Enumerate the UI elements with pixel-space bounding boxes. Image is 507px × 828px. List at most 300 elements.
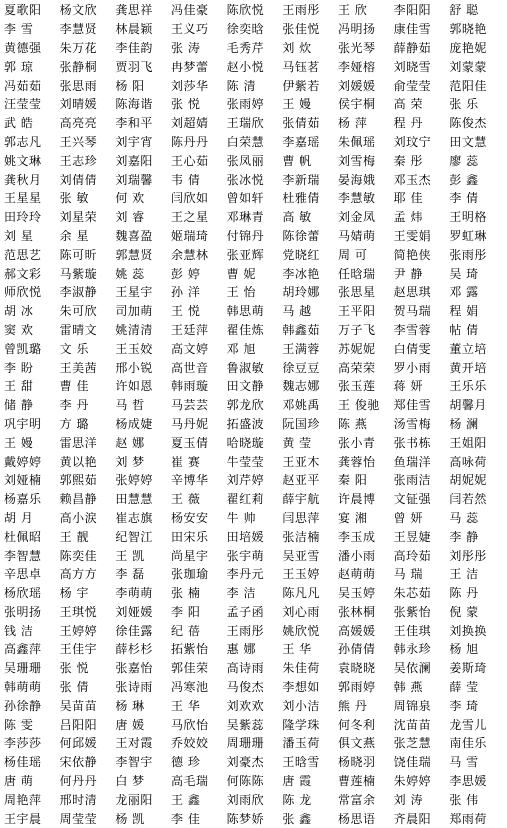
name-cell: 帖 倩 (449, 323, 479, 336)
name-cell: 高 敏 (282, 211, 312, 224)
name-cell: 冯寒池 (171, 681, 209, 694)
name-cell: 王瑞欣 (226, 117, 265, 130)
name-cell: 李丹元 (226, 568, 265, 581)
name-cell: 刘蒙蒙 (449, 60, 487, 73)
name-cell: 张芝慧 (393, 737, 432, 750)
name-cell: 王 嫚 (282, 98, 312, 111)
name-row (4, 339, 505, 358)
name-cell: 刘小洁 (282, 699, 320, 712)
name-cell: 钱 洁 (4, 624, 34, 637)
name-cell: 龙雪儿 (449, 718, 487, 731)
name-cell: 范思艺 (4, 248, 42, 261)
name-cell: 张 敏 (59, 192, 89, 205)
name-cell: 孟 炜 (393, 211, 423, 224)
name-cell: 田宋乐 (171, 530, 209, 543)
name-cell: 夏玉倩 (171, 436, 209, 449)
name-cell: 杜雅倩 (282, 192, 320, 205)
name-cell: 乔姣姣 (171, 737, 209, 750)
name-cell: 隆学珠 (282, 718, 320, 731)
name-cell: 崔 赛 (171, 455, 201, 468)
name-row (4, 151, 505, 170)
name-cell: 王 凯 (115, 549, 145, 562)
name-cell: 何 欢 (115, 192, 145, 205)
name-cell: 陈奕佳 (59, 549, 98, 562)
name-cell: 沈苗苗 (393, 718, 432, 731)
name-cell: 尚星宇 (171, 549, 209, 562)
name-cell: 尹 静 (393, 267, 423, 280)
name-cell: 南佳乐 (449, 737, 487, 750)
name-cell: 曹 帆 (282, 154, 312, 167)
name-cell: 魏志娜 (282, 380, 320, 393)
name-cell: 翟佳炼 (226, 323, 265, 336)
name-cell: 胡玲娜 (282, 286, 320, 299)
name-cell: 潘小雨 (338, 549, 376, 562)
name-cell: 武 皓 (4, 117, 34, 130)
name-cell: 杨嘉乐 (4, 493, 42, 506)
name-cell: 王 甜 (4, 380, 34, 393)
name-cell: 韩萌萌 (4, 681, 42, 694)
name-cell: 唐 霞 (282, 775, 312, 788)
name-cell: 马欣怡 (171, 718, 209, 731)
name-cell: 苏妮妮 (338, 342, 376, 355)
name-cell: 张宇萌 (226, 549, 265, 562)
name-cell: 杨 萍 (338, 117, 368, 130)
name-cell: 李 磊 (115, 568, 145, 581)
name-cell: 陈 清 (226, 79, 256, 92)
name-cell: 郑佳雪 (393, 399, 432, 412)
name-cell: 何丹丹 (59, 775, 98, 788)
name-row (4, 170, 505, 189)
name-cell: 闫若然 (449, 493, 487, 506)
name-cell: 李玉成 (338, 530, 376, 543)
name-cell: 刘欢欢 (226, 699, 265, 712)
name-cell: 张 楠 (171, 587, 201, 600)
name-cell: 汤雪梅 (393, 417, 432, 430)
name-cell: 王美茜 (59, 361, 98, 374)
name-cell: 邓 旭 (226, 342, 256, 355)
name-cell: 朱万花 (59, 41, 98, 54)
name-cell: 姚 蕊 (115, 267, 145, 280)
name-cell: 姜斯琦 (449, 662, 487, 675)
name-cell: 郭佳荣 (171, 662, 209, 675)
name-cell: 刘倩倩 (59, 173, 98, 186)
name-cell: 孙 洋 (171, 286, 201, 299)
name-cell: 廖 蕊 (449, 154, 479, 167)
name-cell: 刘瑞馨 (115, 173, 153, 186)
name-cell: 文钲强 (393, 493, 432, 506)
name-cell: 陈俊杰 (449, 117, 487, 130)
name-cell: 高文婷 (171, 342, 209, 355)
name-cell: 魏喜盈 (115, 229, 153, 242)
name-cell: 冯明扬 (338, 23, 376, 36)
name-cell: 刘彤彤 (449, 549, 487, 562)
name-cell: 刘莎华 (171, 79, 209, 92)
name-cell: 张思星 (338, 286, 376, 299)
name-cell: 周锦泉 (393, 699, 432, 712)
name-cell: 李雪蓉 (393, 323, 432, 336)
name-cell: 陈徐蕾 (282, 229, 320, 242)
name-cell: 黄德强 (4, 41, 42, 54)
name-cell: 王志珍 (59, 154, 98, 167)
name-cell: 朱佩瑶 (338, 135, 376, 148)
name-cell: 刘 睿 (115, 211, 145, 224)
name-cell: 高方方 (59, 568, 98, 581)
name-cell: 王婷婷 (59, 624, 98, 637)
name-cell: 邢时清 (59, 793, 98, 806)
name-cell: 万子飞 (338, 323, 376, 336)
name-cell: 刘嘉阳 (115, 154, 153, 167)
name-cell: 齐晨阳 (393, 812, 432, 825)
name-cell: 张 悦 (59, 662, 89, 675)
name-cell: 李莎莎 (4, 737, 42, 750)
name-cell: 常富余 (338, 793, 376, 806)
name-cell: 杨思语 (338, 812, 376, 825)
name-cell: 杨 凯 (115, 812, 145, 825)
name-cell: 伊紫若 (282, 79, 320, 92)
name-row (4, 433, 505, 452)
name-cell: 林晨颖 (115, 23, 153, 36)
name-cell: 王晗雪 (282, 756, 320, 769)
name-cell: 周 可 (338, 248, 368, 261)
name-cell: 吴玉婷 (338, 587, 376, 600)
name-cell: 李 雪 (4, 23, 34, 36)
name-cell: 朱可欣 (59, 305, 98, 318)
name-cell: 王义巧 (171, 23, 209, 36)
name-cell: 张雨婷 (226, 98, 265, 111)
name-row (4, 603, 505, 622)
name-cell: 王雨彤 (226, 624, 265, 637)
name-cell: 阮国珍 (282, 417, 320, 430)
name-row (4, 696, 505, 715)
name-cell: 高 荣 (393, 98, 423, 111)
name-cell: 付锦丹 (226, 229, 265, 242)
name-row (4, 358, 505, 377)
name-cell: 马 蕊 (449, 511, 479, 524)
name-cell: 李 丹 (59, 399, 89, 412)
name-cell: 赵小悦 (226, 60, 265, 73)
name-cell: 李 琦 (449, 699, 479, 712)
name-cell: 侯宇桐 (338, 98, 376, 111)
name-cell: 张 鑫 (282, 812, 312, 825)
name-cell: 李佳韵 (115, 41, 153, 54)
name-cell: 孟子函 (226, 605, 265, 618)
name-cell: 刘娅楠 (4, 474, 42, 487)
name-row (4, 753, 505, 772)
name-cell: 范阳佳 (449, 79, 487, 92)
name-cell: 高毛瑞 (171, 775, 209, 788)
name-cell: 郭 琼 (4, 60, 34, 73)
name-cell: 李娅榕 (338, 60, 376, 73)
name-cell: 拓紫怡 (171, 643, 209, 656)
name-cell: 秦 阳 (338, 474, 368, 487)
name-cell: 邓玉杰 (393, 173, 432, 186)
name-cell: 郭慧贤 (115, 248, 153, 261)
name-row (4, 57, 505, 76)
name-cell: 冯茹茹 (4, 79, 42, 92)
name-cell: 张玉莲 (338, 380, 376, 393)
name-row (4, 809, 505, 828)
name-row (4, 715, 505, 734)
name-cell: 张 悦 (171, 98, 201, 111)
name-row (4, 471, 505, 490)
name-cell: 朱芯茹 (393, 587, 432, 600)
name-cell: 王平阳 (338, 305, 376, 318)
name-cell: 赖昌静 (59, 493, 98, 506)
name-cell: 王星星 (4, 192, 42, 205)
name-cell: 龚秋月 (4, 173, 42, 186)
name-cell: 张紫怡 (393, 605, 432, 618)
name-cell: 方 璐 (59, 417, 89, 430)
name-cell: 鲁淑敏 (226, 361, 265, 374)
name-cell: 陈海谐 (115, 98, 153, 111)
name-cell: 崔志旗 (115, 511, 153, 524)
name-cell: 张诗雨 (115, 681, 153, 694)
name-cell: 高荣荣 (338, 361, 376, 374)
name-cell: 邢小锐 (115, 361, 153, 374)
name-cell: 吴依澜 (393, 662, 432, 675)
name-cell: 张婷婷 (115, 474, 153, 487)
name-cell: 孙徐静 (4, 699, 42, 712)
name-cell: 王宇晨 (4, 812, 42, 825)
name-cell: 冯佳豪 (171, 4, 209, 17)
name-cell: 何陈陈 (226, 775, 265, 788)
name-cell: 李和平 (115, 117, 153, 130)
name-cell: 孙倩倩 (338, 643, 376, 656)
name-cell: 王雯娟 (393, 229, 432, 242)
name-cell: 韩雨璇 (171, 380, 209, 393)
name-row (4, 95, 505, 114)
name-cell: 曹莲楠 (338, 775, 376, 788)
name-cell: 彭 鑫 (449, 173, 479, 186)
name-cell: 徐佳露 (115, 624, 153, 637)
name-row (4, 302, 505, 321)
name-cell: 张珈瑜 (171, 568, 209, 581)
name-cell: 张凤丽 (226, 154, 265, 167)
name-row (4, 396, 505, 415)
name-cell: 刘 涛 (393, 793, 423, 806)
name-cell: 王 华 (282, 643, 312, 656)
name-cell: 吴 琦 (449, 267, 479, 280)
name-cell: 高小涙 (59, 511, 98, 524)
name-cell: 储 静 (4, 399, 34, 412)
name-cell: 白倩雯 (393, 342, 432, 355)
name-cell: 张明扬 (4, 605, 42, 618)
name-cell: 田玲玲 (4, 211, 42, 224)
name-cell: 刘金凤 (338, 211, 376, 224)
name-cell: 韩永珍 (393, 643, 432, 656)
name-cell: 吕阳阳 (59, 718, 98, 731)
name-cell: 张雨彤 (449, 248, 487, 261)
name-cell: 马钰茗 (282, 60, 320, 73)
name-cell: 马俊杰 (226, 681, 265, 694)
name-cell: 刘晓雪 (393, 60, 432, 73)
name-cell: 王 悦 (171, 305, 201, 318)
name-row (4, 490, 505, 509)
name-cell: 德 珍 (171, 756, 201, 769)
name-cell: 闫欣如 (171, 192, 209, 205)
name-cell: 黄开培 (449, 361, 487, 374)
name-cell: 陈欣悦 (226, 4, 265, 17)
name-cell: 马婧萌 (338, 229, 376, 242)
name-cell: 龚蓉怡 (338, 455, 376, 468)
name-cell: 王 洁 (449, 568, 479, 581)
name-cell: 陈 雯 (4, 718, 34, 731)
name-cell: 韦 倩 (171, 173, 201, 186)
name-cell: 张思雨 (59, 79, 98, 92)
name-cell: 马紫璇 (59, 267, 98, 280)
name-cell: 高咏荷 (449, 455, 487, 468)
name-cell: 张 涛 (171, 41, 201, 54)
name-cell: 刘晴媛 (59, 98, 98, 111)
name-cell: 余 星 (59, 229, 89, 242)
name-row (4, 527, 505, 546)
name-cell: 文 乐 (59, 342, 89, 355)
name-row (4, 640, 505, 659)
name-cell: 李 佳 (171, 812, 201, 825)
name-cell: 巩宇明 (4, 417, 42, 430)
name-cell: 王 俊驰 (338, 399, 380, 412)
name-cell: 张雨洁 (393, 474, 432, 487)
name-cell: 张 伟 (449, 793, 479, 806)
name-cell: 宋依静 (59, 756, 98, 769)
name-cell: 杨 宇 (59, 587, 89, 600)
name-cell: 姬瑞琦 (171, 229, 209, 242)
name-cell: 李阳阳 (393, 4, 432, 17)
name-cell: 吴紫蕊 (226, 718, 265, 731)
name-cell: 张嘉怡 (115, 662, 153, 675)
name-cell: 曹 妮 (226, 267, 256, 280)
name-cell: 贾羽飞 (115, 60, 153, 73)
name-cell: 马 哲 (115, 399, 145, 412)
name-cell: 白荣慧 (226, 135, 265, 148)
name-cell: 郭龙欣 (226, 399, 265, 412)
name-cell: 徐奕晗 (226, 23, 265, 36)
name-cell: 简艳侠 (393, 248, 432, 261)
name-cell: 李 倩 (449, 192, 479, 205)
name-cell: 王廷萍 (171, 323, 209, 336)
name-cell: 张光琴 (338, 41, 376, 54)
name-cell: 汪莹莹 (4, 98, 42, 111)
name-row (4, 283, 505, 302)
name-cell: 郭雨婷 (338, 681, 376, 694)
name-cell: 马 雪 (449, 756, 479, 769)
name-cell: 陈 丹 (449, 587, 479, 600)
name-cell: 纪 蓓 (171, 624, 201, 637)
name-cell: 田文慧 (449, 135, 487, 148)
name-cell: 王玉姣 (115, 342, 153, 355)
name-cell: 俞莹莹 (393, 79, 432, 92)
name-row (4, 584, 505, 603)
name-cell: 李想如 (282, 681, 320, 694)
name-cell: 张洁楠 (282, 530, 320, 543)
name-cell: 王心茹 (171, 154, 209, 167)
name-cell: 邓 露 (449, 286, 479, 299)
name-cell: 胡馨月 (449, 399, 487, 412)
name-cell: 高诗雨 (226, 662, 265, 675)
name-cell: 张冰悦 (226, 173, 265, 186)
name-cell: 张亚辉 (226, 248, 265, 261)
name-cell: 郭志凡 (4, 135, 42, 148)
name-cell: 翟红莉 (226, 493, 265, 506)
name-row (4, 565, 505, 584)
name-cell: 晏海娥 (338, 173, 376, 186)
name-cell: 罗小雨 (393, 361, 432, 374)
name-cell: 杨成婕 (115, 417, 153, 430)
name-cell: 李智慧 (4, 549, 42, 562)
name-cell: 庞艳妮 (449, 41, 487, 54)
name-row (4, 189, 505, 208)
name-cell: 王佳宇 (59, 643, 98, 656)
name-cell: 贺马瑞 (393, 305, 432, 318)
name-cell: 王之星 (171, 211, 209, 224)
name-cell: 毛秀芹 (226, 41, 265, 54)
name-cell: 王对霞 (115, 737, 153, 750)
name-cell: 薛 莹 (449, 681, 479, 694)
name-row (4, 245, 505, 264)
name-cell: 胡 月 (4, 511, 34, 524)
name-cell: 姚文琳 (4, 154, 42, 167)
name-row (4, 452, 505, 471)
name-cell: 鱼瑞洋 (393, 455, 432, 468)
name-cell: 董立培 (449, 342, 487, 355)
name-cell: 李新瑞 (282, 173, 320, 186)
name-cell: 高媛媛 (338, 624, 376, 637)
name-cell: 王 华 (171, 699, 201, 712)
name-cell: 朱婷婷 (393, 775, 432, 788)
name-row (4, 227, 505, 246)
name-row (4, 76, 505, 95)
name-cell: 刘换换 (449, 624, 487, 637)
name-cell: 王乐乐 (449, 380, 487, 393)
name-cell: 王 嫚 (4, 436, 34, 449)
name-cell: 田培媛 (226, 530, 265, 543)
name-cell: 许晨博 (338, 493, 376, 506)
name-cell: 王星宇 (115, 286, 153, 299)
name-cell: 刘星荣 (59, 211, 98, 224)
name-cell: 刘宇宵 (115, 135, 153, 148)
name-cell: 马丹妮 (171, 417, 209, 430)
name-cell: 李淑静 (59, 286, 98, 299)
name-row (4, 415, 505, 434)
name-cell: 宴 湘 (338, 511, 368, 524)
name-row (4, 546, 505, 565)
name-cell: 郑雨荷 (449, 812, 487, 825)
name-cell: 彭 婷 (171, 267, 201, 280)
name-cell: 李慧敏 (338, 192, 376, 205)
name-cell: 雷思洋 (59, 436, 98, 449)
name-row (4, 621, 505, 640)
name-row (4, 659, 505, 678)
name-cell: 康佳雪 (393, 23, 432, 36)
name-cell: 杨晓羽 (338, 756, 376, 769)
name-cell: 邓琳青 (226, 211, 265, 224)
name-cell: 王玉婷 (282, 568, 320, 581)
name-cell: 李嘉瑶 (282, 135, 320, 148)
name-cell: 田文静 (226, 380, 265, 393)
name-cell: 王 欣 (338, 4, 368, 17)
name-cell: 姚欣悦 (282, 624, 320, 637)
name-cell: 刘豪杰 (226, 756, 265, 769)
name-cell: 龙丽阳 (115, 793, 153, 806)
name-cell: 薛宇航 (282, 493, 320, 506)
name-cell: 朱佳荷 (282, 662, 320, 675)
name-cell: 李 洁 (226, 587, 256, 600)
name-cell: 徐豆豆 (282, 361, 320, 374)
name-cell: 纪智江 (115, 530, 153, 543)
name-cell: 余慧林 (171, 248, 209, 261)
name-cell: 倪 蒙 (449, 605, 479, 618)
name-cell: 马 越 (282, 305, 312, 318)
